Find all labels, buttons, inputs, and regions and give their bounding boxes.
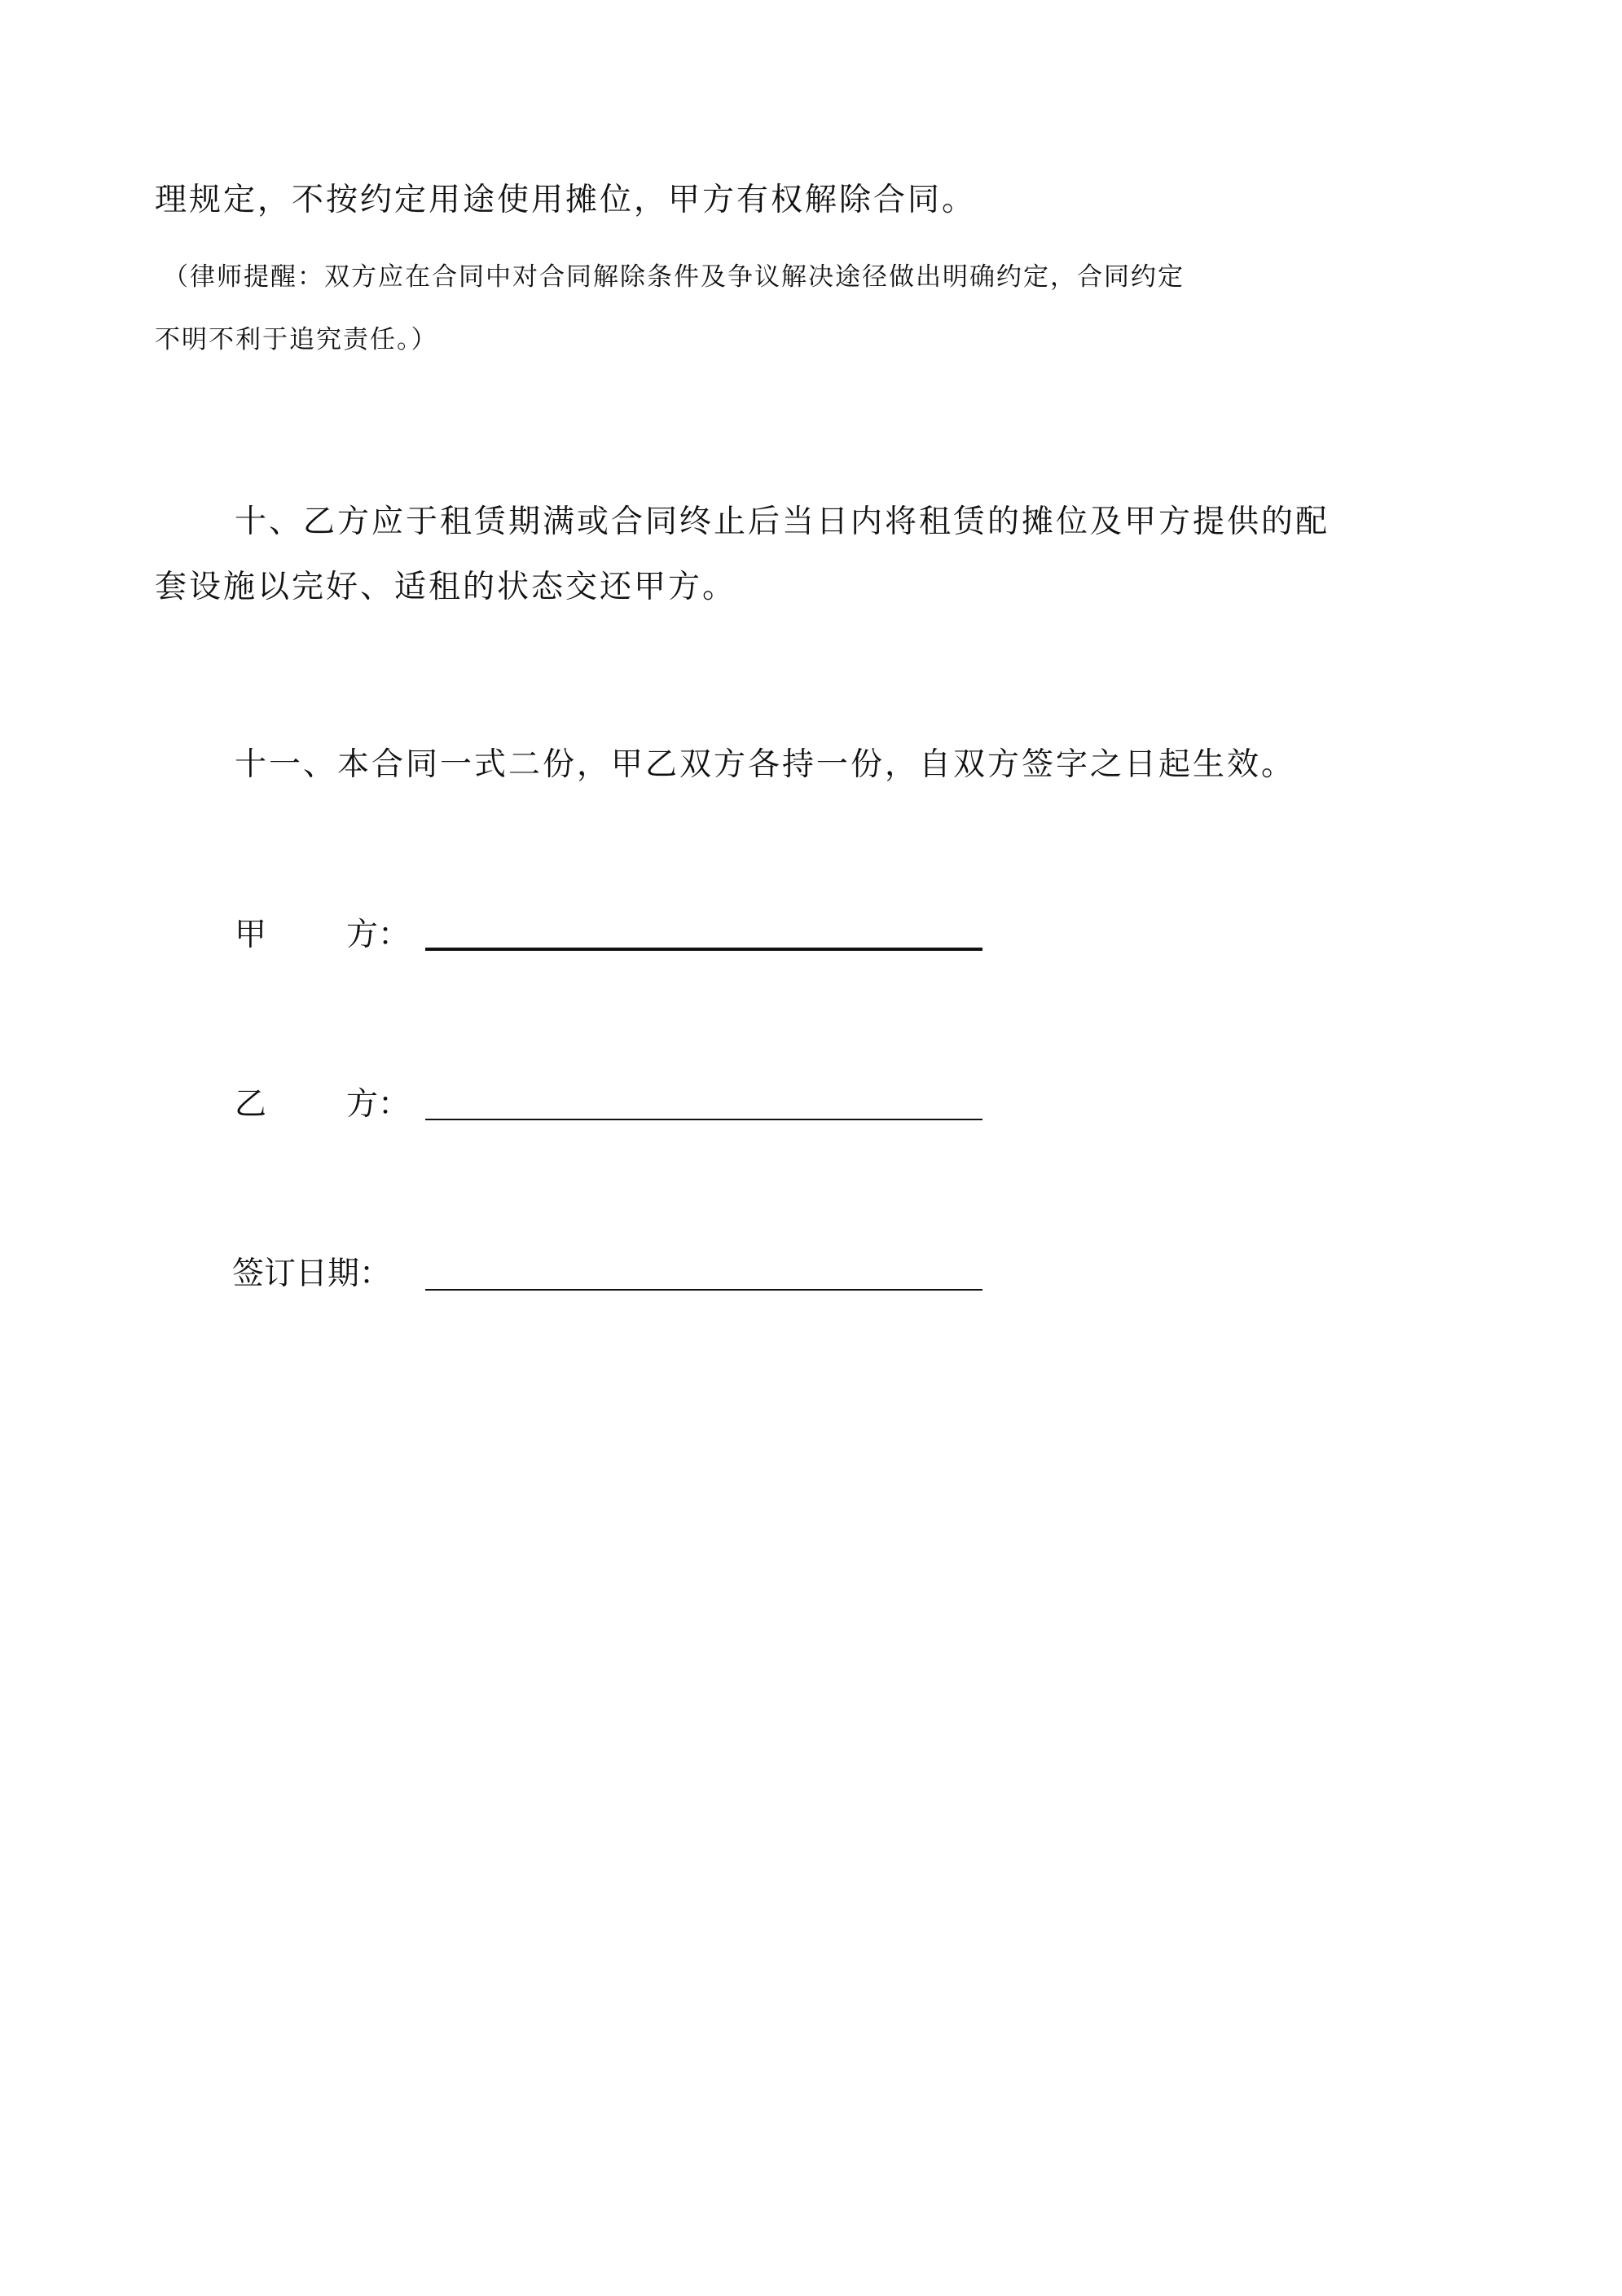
lawyer-note-line-2: 不明不利于追究责任。） bbox=[155, 325, 438, 354]
party-b-label-suffix: 方： bbox=[346, 1086, 411, 1123]
clause-10-line-2: 套设施以完好、适租的状态交还甲方。 bbox=[155, 569, 737, 605]
party-a-label-char: 甲 bbox=[235, 917, 267, 953]
paragraph-9-end: 理规定，不按约定用途使用摊位，甲方有权解除合同。 bbox=[155, 182, 977, 218]
clause-11-line-1: 十一、本合同一式二份，甲乙双方各持一份，自双方签字之日起生效。 bbox=[235, 746, 1296, 783]
party-b-signature-line bbox=[425, 1119, 982, 1120]
signing-date-label: 签订日期： bbox=[232, 1256, 392, 1292]
lawyer-note-line-1: （律师提醒：双方应在合同中对合同解除条件及争议解决途径做出明确约定，合同约定 bbox=[163, 262, 1185, 292]
party-b-label-char: 乙 bbox=[235, 1086, 267, 1123]
party-a-label-suffix: 方： bbox=[346, 917, 411, 953]
signing-date-line bbox=[425, 1289, 982, 1291]
clause-10-line-1: 十、乙方应于租赁期满或合同终止后当日内将租赁的摊位及甲方提供的配 bbox=[235, 504, 1330, 540]
party-a-signature-line bbox=[425, 948, 982, 951]
